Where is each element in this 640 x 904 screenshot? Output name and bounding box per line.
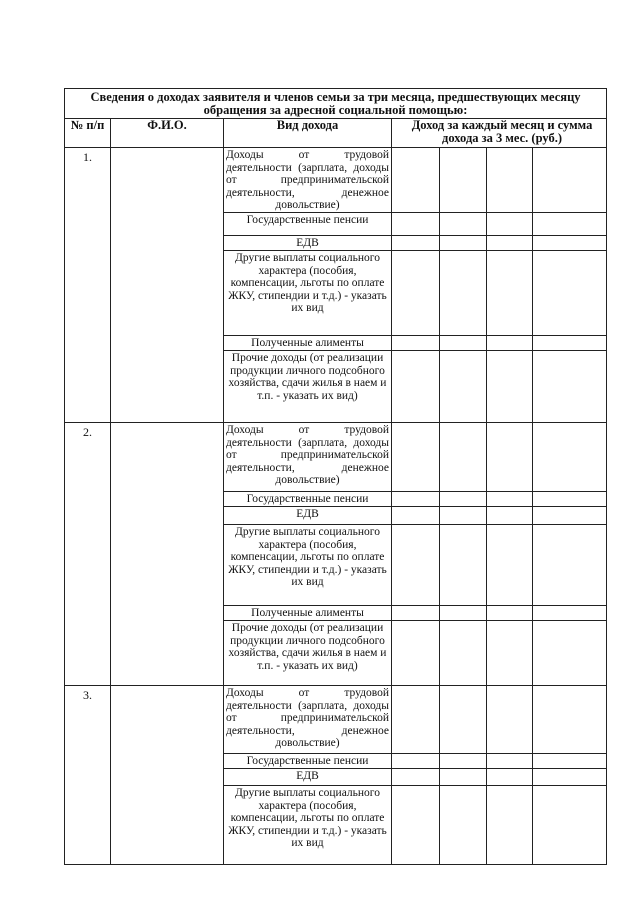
header-num: № п/п — [65, 119, 111, 148]
header-income: Доход за каждый месяц и сумма дохода за 3 мес. (руб.) — [392, 119, 607, 148]
income-type-cell: ЕДВ — [224, 235, 392, 250]
income-type-cell: Доходы от трудовой деятельности (зарплата, доходы от предпринимательской деятельности, денежное довольствие) — [224, 422, 392, 491]
row-number: 2. — [65, 422, 111, 685]
month-3-cell[interactable] — [487, 524, 533, 605]
income-table — [64, 88, 607, 865]
month-3-cell[interactable] — [487, 785, 533, 864]
header-fio: Ф.И.О. — [111, 119, 224, 148]
month-1-cell[interactable] — [392, 235, 440, 250]
total-cell[interactable] — [533, 350, 607, 422]
month-2-cell[interactable] — [440, 620, 487, 685]
income-type-cell: Другие выплаты социального характера (пособия, компенсации, льготы по оплате ЖКУ, стипендии и т.д.) - указать их вид — [224, 250, 392, 335]
month-2-cell[interactable] — [440, 753, 487, 768]
month-1-cell[interactable] — [392, 753, 440, 768]
month-2-cell[interactable] — [440, 212, 487, 235]
month-2-cell[interactable] — [440, 785, 487, 864]
income-type-cell: Государственные пенсии — [224, 212, 392, 235]
total-cell[interactable] — [533, 685, 607, 753]
income-type-cell: ЕДВ — [224, 768, 392, 785]
income-type-cell: Прочие доходы (от реализации продукции личного подсобного хозяйства, сдачи жилья в наем и т.п. - указать их вид) — [224, 620, 392, 685]
row-number: 1. — [65, 148, 111, 423]
table-row — [65, 422, 607, 491]
month-2-cell[interactable] — [440, 250, 487, 335]
income-type-cell: Государственные пенсии — [224, 753, 392, 768]
month-3-cell[interactable] — [487, 212, 533, 235]
header-row — [65, 119, 607, 148]
table-row — [65, 685, 607, 753]
month-3-cell[interactable] — [487, 768, 533, 785]
month-3-cell[interactable] — [487, 335, 533, 350]
month-3-cell[interactable] — [487, 491, 533, 506]
total-cell[interactable] — [533, 620, 607, 685]
total-cell[interactable] — [533, 148, 607, 213]
total-cell[interactable] — [533, 235, 607, 250]
month-1-cell[interactable] — [392, 212, 440, 235]
month-1-cell[interactable] — [392, 148, 440, 213]
month-2-cell[interactable] — [440, 235, 487, 250]
total-cell[interactable] — [533, 524, 607, 605]
month-1-cell[interactable] — [392, 506, 440, 524]
month-3-cell[interactable] — [487, 250, 533, 335]
month-3-cell[interactable] — [487, 422, 533, 491]
month-3-cell[interactable] — [487, 620, 533, 685]
month-1-cell[interactable] — [392, 768, 440, 785]
income-type-cell: Полученные алименты — [224, 605, 392, 620]
row-number: 3. — [65, 685, 111, 864]
month-1-cell[interactable] — [392, 524, 440, 605]
month-3-cell[interactable] — [487, 148, 533, 213]
total-cell[interactable] — [533, 506, 607, 524]
month-3-cell[interactable] — [487, 753, 533, 768]
total-cell[interactable] — [533, 491, 607, 506]
month-2-cell[interactable] — [440, 335, 487, 350]
income-type-cell: Доходы от трудовой деятельности (зарплата, доходы от предпринимательской деятельности, денежное довольствие) — [224, 685, 392, 753]
month-1-cell[interactable] — [392, 422, 440, 491]
month-2-cell[interactable] — [440, 768, 487, 785]
month-2-cell[interactable] — [440, 491, 487, 506]
title-row — [65, 89, 607, 119]
month-1-cell[interactable] — [392, 335, 440, 350]
income-type-cell: Другие выплаты социального характера (пособия, компенсации, льготы по оплате ЖКУ, стипендии и т.д.) - указать их вид — [224, 785, 392, 864]
income-type-cell: Доходы от трудовой деятельности (зарплата, доходы от предпринимательской деятельности, денежное довольствие) — [224, 148, 392, 213]
month-2-cell[interactable] — [440, 506, 487, 524]
fio-cell[interactable] — [111, 148, 224, 423]
total-cell[interactable] — [533, 422, 607, 491]
month-1-cell[interactable] — [392, 491, 440, 506]
total-cell[interactable] — [533, 785, 607, 864]
month-1-cell[interactable] — [392, 605, 440, 620]
income-type-cell: Государственные пенсии — [224, 491, 392, 506]
fio-cell[interactable] — [111, 422, 224, 685]
month-2-cell[interactable] — [440, 422, 487, 491]
total-cell[interactable] — [533, 768, 607, 785]
total-cell[interactable] — [533, 605, 607, 620]
fio-cell[interactable] — [111, 685, 224, 864]
month-1-cell[interactable] — [392, 620, 440, 685]
month-2-cell[interactable] — [440, 685, 487, 753]
table-title: Сведения о доходах заявителя и членов семьи за три месяца, предшествующих месяцу обращения за адресной социальной помощью: — [65, 89, 607, 119]
income-type-cell: Полученные алименты — [224, 335, 392, 350]
income-type-cell: ЕДВ — [224, 506, 392, 524]
month-1-cell[interactable] — [392, 250, 440, 335]
month-3-cell[interactable] — [487, 350, 533, 422]
month-3-cell[interactable] — [487, 235, 533, 250]
month-3-cell[interactable] — [487, 506, 533, 524]
total-cell[interactable] — [533, 212, 607, 235]
total-cell[interactable] — [533, 753, 607, 768]
income-type-cell: Другие выплаты социального характера (пособия, компенсации, льготы по оплате ЖКУ, стипендии и т.д.) - указать их вид — [224, 524, 392, 605]
month-3-cell[interactable] — [487, 605, 533, 620]
month-2-cell[interactable] — [440, 350, 487, 422]
month-2-cell[interactable] — [440, 605, 487, 620]
month-1-cell[interactable] — [392, 350, 440, 422]
month-2-cell[interactable] — [440, 524, 487, 605]
income-type-cell: Прочие доходы (от реализации продукции личного подсобного хозяйства, сдачи жилья в наем и т.п. - указать их вид) — [224, 350, 392, 422]
month-3-cell[interactable] — [487, 685, 533, 753]
total-cell[interactable] — [533, 335, 607, 350]
total-cell[interactable] — [533, 250, 607, 335]
month-1-cell[interactable] — [392, 685, 440, 753]
header-vid: Вид дохода — [224, 119, 392, 148]
month-2-cell[interactable] — [440, 148, 487, 213]
table-row — [65, 148, 607, 213]
month-1-cell[interactable] — [392, 785, 440, 864]
